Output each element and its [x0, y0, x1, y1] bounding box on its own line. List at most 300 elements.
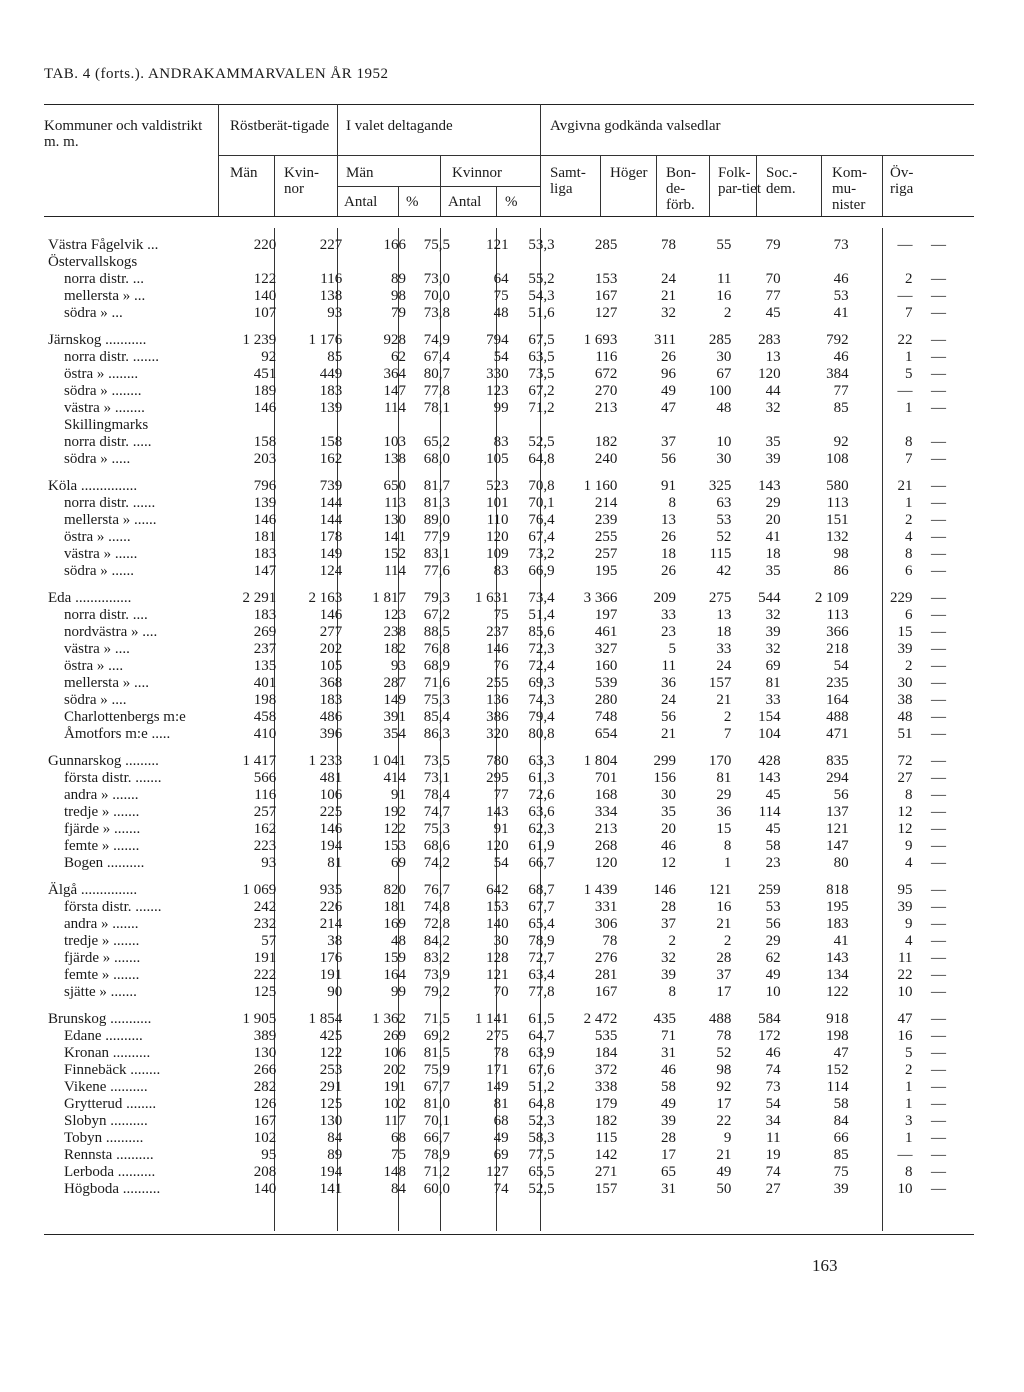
cell-value: 32 [765, 400, 781, 416]
cell-value: 237 [253, 641, 277, 657]
cell-value [621, 254, 680, 271]
cell-value: 80,8 [528, 726, 555, 742]
row-label: norra distr. ... [64, 271, 144, 287]
cell-value: 198 [253, 692, 277, 708]
cell-value: 85,4 [423, 709, 450, 725]
cell-value: 8 [904, 787, 913, 803]
cell-value: 139 [253, 495, 277, 511]
table-row [48, 237, 950, 254]
cell-value: 39 [833, 1181, 849, 1197]
header-men-pct: % [406, 194, 419, 210]
cell-value: 13 [765, 349, 781, 365]
cell-value: 11 [661, 658, 676, 674]
table-row [48, 529, 950, 546]
cell-value: 153 [594, 271, 618, 287]
cell-value: 2 [723, 933, 732, 949]
header-women-count: Antal [448, 194, 482, 210]
header-peoples-party: Folk-par-tiet [718, 165, 762, 197]
cell-value: 106 [383, 1045, 407, 1061]
cell-value: 30 [716, 349, 732, 365]
cell-value: 58,3 [528, 1130, 555, 1146]
cell-value: — [931, 332, 946, 348]
cell-value: — [931, 495, 946, 511]
cell-value: 282 [253, 1079, 277, 1095]
cell-value: 195 [826, 899, 849, 915]
cell-value: — [931, 237, 946, 253]
cell-value: 235 [826, 675, 849, 691]
cell-value: — [931, 692, 946, 708]
cell-value: 47 [660, 400, 676, 416]
cell-value: 117 [384, 1113, 407, 1129]
cell-value: 134 [826, 967, 849, 983]
cell-value: 78 [602, 933, 618, 949]
cell-value: 425 [319, 1028, 343, 1044]
cell-value: 8 [668, 495, 676, 511]
cell-value: 85 [327, 349, 343, 365]
cell-value: 122 [253, 271, 277, 287]
table-row [48, 770, 950, 787]
row-label: femte » ....... [64, 967, 140, 983]
cell-value: 539 [594, 675, 618, 691]
election-data-table [48, 237, 950, 1198]
cell-value: 36 [660, 675, 676, 691]
cell-value: 8 [723, 838, 732, 854]
cell-value: 39 [660, 967, 676, 983]
cell-value: 2 [904, 512, 913, 528]
cell-value: 78,9 [423, 1147, 450, 1163]
cell-value: — [931, 1147, 946, 1163]
cell-value: 64 [493, 271, 509, 287]
cell-value: 115 [595, 1130, 618, 1146]
cell-value: 61,9 [528, 838, 555, 854]
cell-value: 77 [833, 383, 849, 399]
cell-value: 23 [765, 855, 781, 871]
cell-value [853, 254, 917, 271]
cell-value: 56 [833, 787, 849, 803]
cell-value: 194 [319, 838, 343, 854]
cell-value: 1 693 [583, 332, 618, 348]
cell-value: 152 [826, 1062, 849, 1078]
cell-value: 79 [391, 305, 407, 321]
table-row [48, 899, 950, 916]
cell-value [226, 254, 280, 271]
cell-value: 146 [486, 641, 509, 657]
cell-value: 49 [716, 1164, 732, 1180]
cell-value: 1 239 [242, 332, 277, 348]
cell-value: 222 [253, 967, 277, 983]
cell-value: — [931, 349, 946, 365]
cell-value: 1 631 [474, 590, 509, 606]
cell-value: 52,5 [528, 1181, 555, 1197]
cell-value [454, 417, 513, 434]
cell-value: 146 [253, 512, 277, 528]
cell-value: 114 [758, 804, 781, 820]
table-row [48, 726, 950, 743]
cell-value: 372 [594, 1062, 618, 1078]
cell-value: — [897, 288, 913, 304]
cell-value: 98 [391, 288, 407, 304]
row-label: Brunskog ........... [48, 1011, 152, 1027]
cell-value: — [931, 916, 946, 932]
cell-value: 147 [253, 563, 277, 579]
cell-value: 62 [765, 950, 781, 966]
cell-value [346, 254, 410, 271]
cell-value: 237 [486, 624, 509, 640]
cell-value: 80,7 [423, 366, 450, 382]
cell-value: — [931, 451, 946, 467]
cell-value: 105 [486, 451, 509, 467]
cell-value: 78 [493, 1045, 509, 1061]
cell-value: 79 [765, 237, 781, 253]
table-row [48, 417, 950, 434]
cell-value: 12 [660, 855, 676, 871]
cell-value: — [931, 1028, 946, 1044]
row-label: andra » ....... [64, 787, 139, 803]
cell-value: 47 [897, 1011, 913, 1027]
cell-value: 72,4 [528, 658, 555, 674]
cell-value: 48 [716, 400, 732, 416]
cell-value: 104 [758, 726, 781, 742]
cell-value: 2 [668, 933, 676, 949]
table-row [48, 624, 950, 641]
cell-value: 70 [765, 271, 781, 287]
cell-value: — [931, 271, 946, 287]
cell-value: 203 [253, 451, 277, 467]
cell-value [410, 254, 454, 271]
cell-value: 70,1 [528, 495, 555, 511]
cell-value [735, 417, 784, 434]
table-row [48, 950, 950, 967]
cell-value: 255 [594, 529, 618, 545]
cell-value: 48 [493, 305, 509, 321]
cell-value: 46 [833, 349, 849, 365]
cell-value: 384 [826, 366, 849, 382]
cell-value: 18 [716, 624, 732, 640]
cell-value: 167 [594, 288, 618, 304]
cell-value: 270 [594, 383, 618, 399]
row-label: norra distr. ...... [64, 495, 156, 511]
cell-value: 238 [383, 624, 407, 640]
cell-value: 386 [486, 709, 509, 725]
cell-value: 1 362 [372, 1011, 407, 1027]
cell-value: 64,8 [528, 451, 555, 467]
cell-value: 79,4 [528, 709, 555, 725]
cell-value: 223 [253, 838, 277, 854]
table-row [48, 254, 950, 271]
cell-value: 81,3 [423, 495, 450, 511]
cell-value: 1 141 [474, 1011, 509, 1027]
cell-value: 4 [904, 529, 913, 545]
cell-value: 70,0 [423, 288, 450, 304]
cell-value: 120 [486, 838, 509, 854]
cell-value: 7 [904, 451, 913, 467]
cell-value: 93 [391, 658, 407, 674]
cell-value: 49 [660, 383, 676, 399]
cell-value: 17 [660, 1147, 676, 1163]
cell-value: 287 [383, 675, 407, 691]
cell-value: 132 [826, 529, 849, 545]
row-label: fjärde » ....... [64, 821, 141, 837]
row-label: norra distr. ....... [64, 349, 159, 365]
cell-value: 67,2 [528, 383, 555, 399]
cell-value: — [931, 899, 946, 915]
cell-value: 141 [383, 529, 407, 545]
cell-value: 46 [833, 271, 849, 287]
row-label: sjätte » ....... [64, 984, 137, 1000]
cell-value: 91 [660, 478, 676, 494]
cell-value: 110 [486, 512, 509, 528]
cell-value: 1 417 [242, 753, 277, 769]
cell-value: 35 [765, 563, 781, 579]
cell-value: — [931, 1181, 946, 1197]
row-label: södra » ..... [64, 451, 131, 467]
cell-value: 67,4 [528, 529, 555, 545]
cell-value: 69 [391, 855, 407, 871]
cell-value: 29 [765, 495, 781, 511]
cell-value: 65,5 [528, 1164, 555, 1180]
cell-value: 63 [716, 495, 732, 511]
cell-value: 1 233 [308, 753, 343, 769]
cell-value: 48 [897, 709, 913, 725]
cell-value: 488 [708, 1011, 732, 1027]
cell-value: 157 [708, 675, 732, 691]
cell-value: 74,8 [423, 899, 450, 915]
table-row [48, 451, 950, 468]
cell-value: 179 [594, 1096, 618, 1112]
cell-value: 39 [660, 1113, 676, 1129]
cell-value: 24 [660, 271, 676, 287]
cell-value: 122 [826, 984, 849, 1000]
cell-value: 195 [594, 563, 618, 579]
cell-value: 65 [660, 1164, 676, 1180]
cell-value: 105 [319, 658, 343, 674]
cell-value: 74,3 [528, 692, 555, 708]
cell-value [513, 417, 559, 434]
cell-value: 13 [660, 512, 676, 528]
cell-value: 325 [708, 478, 732, 494]
cell-value: 928 [383, 332, 407, 348]
cell-value: 143 [758, 770, 781, 786]
cell-value: 75 [493, 607, 509, 623]
cell-value: 73,5 [528, 366, 555, 382]
cell-value: 137 [826, 804, 849, 820]
cell-value: 12 [897, 821, 913, 837]
cell-value: 255 [486, 675, 509, 691]
cell-value: 76,4 [528, 512, 555, 528]
table-row [48, 838, 950, 855]
cell-value: 2 [723, 709, 732, 725]
cell-value: 121 [826, 821, 849, 837]
cell-value: 1 041 [372, 753, 407, 769]
cell-value: 80 [833, 855, 849, 871]
cell-value: 242 [253, 899, 277, 915]
cell-value: — [931, 1164, 946, 1180]
cell-value: 83 [493, 563, 509, 579]
row-label: mellersta » ... [64, 288, 146, 304]
cell-value: 44 [765, 383, 781, 399]
cell-value: — [931, 400, 946, 416]
cell-value: 75,9 [423, 1062, 450, 1078]
cell-value: 11 [716, 271, 732, 287]
table-row [48, 563, 950, 580]
cell-value: 149 [486, 1079, 509, 1095]
cell-value: 213 [594, 821, 618, 837]
cell-value: 191 [253, 950, 277, 966]
cell-value: 113 [826, 607, 849, 623]
cell-value: 124 [319, 563, 343, 579]
cell-value: 21 [716, 692, 732, 708]
cell-value [735, 254, 784, 271]
table-row [48, 305, 950, 322]
cell-value: 29 [716, 787, 732, 803]
cell-value: 121 [708, 882, 732, 898]
cell-value: 53,3 [528, 237, 555, 253]
cell-value: 182 [594, 1113, 618, 1129]
cell-value: 8 [904, 1164, 913, 1180]
cell-value: 77 [493, 787, 509, 803]
cell-value: 334 [594, 804, 618, 820]
cell-value: 106 [319, 787, 343, 803]
cell-value: 121 [486, 967, 509, 983]
cell-value: 81 [765, 675, 781, 691]
cell-value: 62,3 [528, 821, 555, 837]
cell-value: 70,1 [423, 1113, 450, 1129]
cell-value: 81,5 [423, 1045, 450, 1061]
cell-value: 109 [486, 546, 509, 562]
row-label: Lerboda .......... [64, 1164, 156, 1180]
row-label: nordvästra » .... [64, 624, 158, 640]
cell-value: 100 [708, 383, 732, 399]
cell-value: 268 [594, 838, 618, 854]
cell-value: 56 [660, 709, 676, 725]
cell-value: 101 [486, 495, 509, 511]
cell-value: 61,3 [528, 770, 555, 786]
cell-value: 182 [383, 641, 407, 657]
cell-value: 146 [319, 607, 343, 623]
table-row [48, 383, 950, 400]
cell-value: 146 [653, 882, 676, 898]
header-voters: Röstberät-tigade [230, 118, 330, 134]
cell-value: 120 [594, 855, 618, 871]
cell-value: 34 [765, 1113, 781, 1129]
header-turnout-women: Kvinnor [452, 165, 502, 181]
cell-value: 125 [319, 1096, 343, 1112]
cell-value: 21 [716, 1147, 732, 1163]
cell-value [346, 417, 410, 434]
cell-value: 171 [486, 1062, 509, 1078]
cell-value: 64,7 [528, 1028, 555, 1044]
cell-value: 73 [833, 237, 849, 253]
cell-value: 146 [253, 400, 277, 416]
cell-value: 796 [253, 478, 277, 494]
cell-value: 391 [383, 709, 407, 725]
cell-value: 120 [758, 366, 781, 382]
cell-value: 29 [765, 933, 781, 949]
cell-value: 46 [765, 1045, 781, 1061]
cell-value: 3 [904, 1113, 913, 1129]
cell-value: 84,2 [423, 933, 450, 949]
table-row [48, 1113, 950, 1130]
cell-value: 158 [319, 434, 343, 450]
cell-value: 70,8 [528, 478, 555, 494]
cell-value: 96 [660, 366, 676, 382]
cell-value: 285 [594, 237, 618, 253]
row-label: östra » ........ [64, 366, 139, 382]
cell-value: 91 [493, 821, 509, 837]
cell-value: 66,7 [528, 855, 555, 871]
cell-value: 53 [833, 288, 849, 304]
cell-value: — [931, 641, 946, 657]
cell-value: 451 [253, 366, 277, 382]
cell-value: 72,3 [528, 641, 555, 657]
cell-value: 523 [486, 478, 509, 494]
cell-value: 2 [904, 658, 913, 674]
cell-value: 32 [765, 641, 781, 657]
cell-value: 47 [833, 1045, 849, 1061]
cell-value: 69 [765, 658, 781, 674]
cell-value: 154 [758, 709, 781, 725]
cell-value: 35 [765, 434, 781, 450]
cell-value: 127 [594, 305, 618, 321]
row-label: Älgå ............... [48, 882, 138, 898]
cell-value: 306 [594, 916, 618, 932]
cell-value: 69 [493, 1147, 509, 1163]
cell-value: 366 [826, 624, 849, 640]
cell-value: 2 109 [814, 590, 849, 606]
cell-value: 78,4 [423, 787, 450, 803]
table-row [48, 675, 950, 692]
cell-value: 140 [486, 916, 509, 932]
table-row [48, 658, 950, 675]
cell-value: 1 [904, 1096, 913, 1112]
cell-value: 92 [261, 349, 277, 365]
cell-value: 67,6 [528, 1062, 555, 1078]
cell-value: 5 [904, 366, 913, 382]
row-label: södra » ...... [64, 563, 134, 579]
cell-value: 566 [253, 770, 277, 786]
row-label: Åmotfors m:e ..... [64, 726, 171, 742]
cell-value: 58 [660, 1079, 676, 1095]
cell-value: 209 [653, 590, 676, 606]
cell-value: 820 [383, 882, 407, 898]
cell-value: 42 [716, 563, 732, 579]
cell-value: 320 [486, 726, 509, 742]
cell-value: 39 [897, 641, 913, 657]
row-label: Högboda .......... [64, 1181, 161, 1197]
cell-value: 74 [765, 1164, 781, 1180]
cell-value: 257 [253, 804, 277, 820]
cell-value: 299 [653, 753, 676, 769]
cell-value: 37 [716, 967, 732, 983]
cell-value: 30 [897, 675, 913, 691]
cell-value: — [931, 366, 946, 382]
cell-value: 45 [765, 787, 781, 803]
cell-value: 67,2 [423, 607, 450, 623]
cell-value: 143 [826, 950, 849, 966]
cell-value: — [931, 950, 946, 966]
header-voters-men: Män [230, 165, 258, 181]
cell-value: — [931, 709, 946, 725]
cell-value: 232 [253, 916, 277, 932]
cell-value [621, 417, 680, 434]
cell-value: 225 [319, 804, 343, 820]
cell-value: 74 [493, 1181, 509, 1197]
cell-value: 128 [486, 950, 509, 966]
cell-value: — [897, 1147, 913, 1163]
cell-value: 31 [660, 1181, 676, 1197]
cell-value: 108 [826, 451, 849, 467]
cell-value: — [931, 512, 946, 528]
